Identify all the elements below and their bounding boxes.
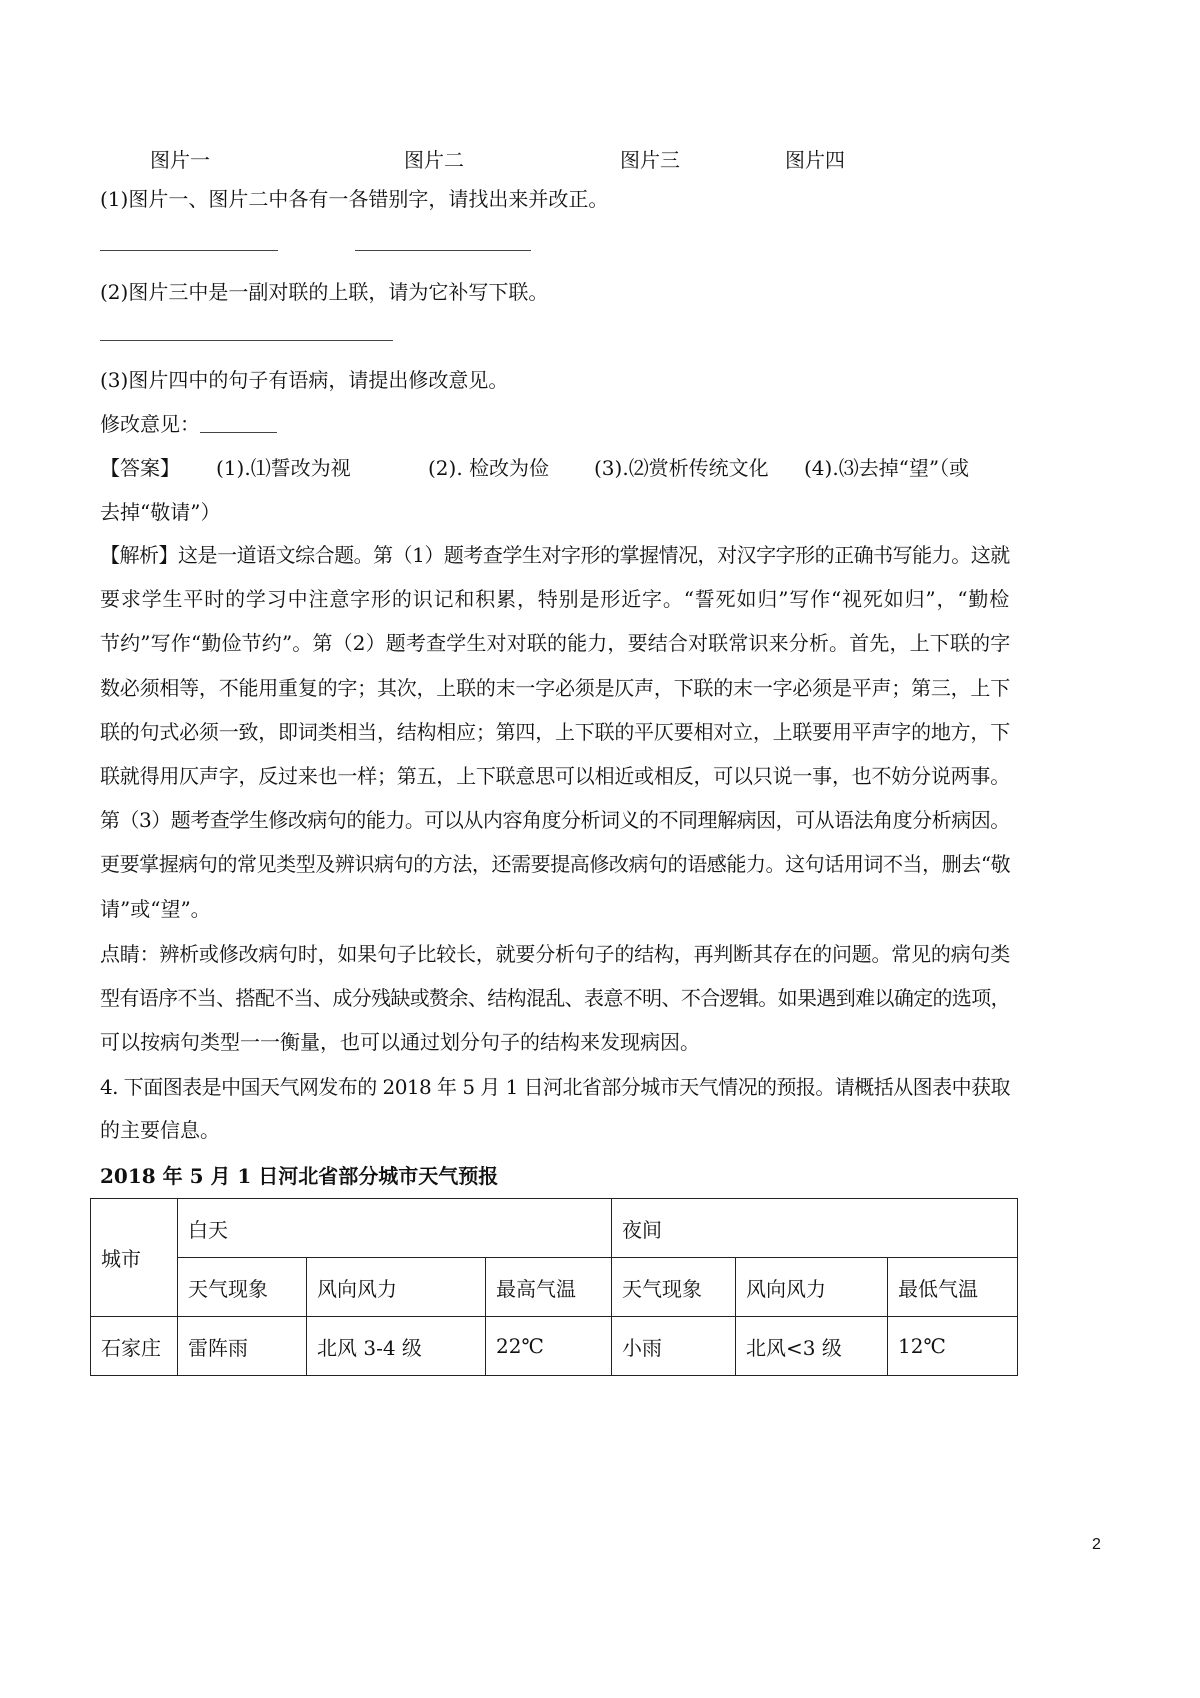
question-3: (3)图片四中的句子有语病，请提出修改意见。 [100, 368, 509, 392]
weather-table [90, 1198, 1018, 1376]
answer-blank [100, 250, 278, 251]
analysis-line: 更要掌握病句的常见类型及辨识病句的方法，还需要提高修改病句的语感能力。这句话用词不当，删去“敬 [100, 852, 1011, 877]
table-row [91, 1317, 1018, 1376]
analysis-line: 请”或“望”。 [100, 896, 211, 921]
analysis-line: 数必须相等，不能用重复的字；其次，上联的末一字必须是仄声，下联的末一字必须是平声；第三，上下 [100, 675, 1010, 700]
caption-2: 图片二 [404, 148, 464, 172]
day-header: 白天 [178, 1199, 612, 1258]
analysis-line: 第（3）题考查学生修改病句的能力。可以从内容角度分析词义的不同理解病因，可从语法角度分析病因。 [100, 808, 1010, 833]
answer-item: (3).⑵赏析传统文化 [594, 456, 769, 480]
answer-item: (2). 检改为俭 [428, 456, 550, 480]
cell: 22℃ [486, 1317, 612, 1376]
analysis-line: 【解析】这是一道语文综合题。第（1）题考查学生对字形的掌握情况，对汉字字形的正确书写能力。这就 [100, 543, 1010, 567]
table-title: 2018 年 5 月 1 日河北省部分城市天气预报 [100, 1164, 499, 1188]
cell: 北风<3 级 [736, 1317, 888, 1376]
tip-line: 型有语序不当、搭配不当、成分残缺或赘余、结构混乱、表意不明、不合逻辑。如果遇到难以确定的选项， [100, 986, 1010, 1011]
subheader: 天气现象 [178, 1258, 307, 1317]
caption-4: 图片四 [785, 148, 845, 172]
subheader: 风向风力 [307, 1258, 486, 1317]
analysis-line: 联就得用仄声字，反过来也一样；第五，上下联意思可以相近或相反，可以只说一事，也不妨分说两事。 [100, 764, 1010, 788]
subheader: 天气现象 [612, 1258, 736, 1317]
cell: 北风 3-4 级 [307, 1317, 486, 1376]
subheader: 风向风力 [736, 1258, 888, 1317]
subheader: 最低气温 [888, 1258, 1018, 1317]
subheader: 最高气温 [486, 1258, 612, 1317]
tip-line: 可以按病句类型一一衡量，也可以通过划分句子的结构来发现病因。 [100, 1030, 700, 1055]
analysis-line: 节约”写作“勤俭节约”。第（2）题考查学生对对联的能力，要结合对联常识来分析。首先，上下联的字 [100, 631, 1011, 656]
question-4-line: 的主要信息。 [100, 1118, 220, 1142]
answer-label: 【答案】 [100, 456, 180, 480]
answer-item: (1).⑴誓改为视 [216, 456, 351, 480]
page-number: 2 [1092, 1536, 1101, 1553]
cell: 12℃ [888, 1317, 1018, 1376]
question-4-line: 4. 下面图表是中国天气网发布的 2018 年 5 月 1 日河北省部分城市天气情况的预报。请概括从图表中获取 [100, 1075, 1010, 1099]
question-2: (2)图片三中是一副对联的上联，请为它补写下联。 [100, 280, 549, 304]
revision-label: 修改意见： [100, 412, 200, 436]
cell: 石家庄 [91, 1317, 178, 1376]
cell: 小雨 [612, 1317, 736, 1376]
answer-blank [355, 250, 531, 251]
answer-item: (4).⑶去掉“望”（或 [804, 456, 970, 480]
caption-1: 图片一 [150, 148, 210, 172]
question-1: (1)图片一、图片二中各有一各错别字，请找出来并改正。 [100, 187, 609, 211]
answer-blank [200, 432, 277, 433]
tip-line: 点睛：辨析或修改病句时，如果句子比较长，就要分析句子的结构，再判断其存在的问题。常见的病句类 [100, 942, 1010, 966]
city-header: 城市 [91, 1199, 178, 1317]
answer-continuation: 去掉“敬请”） [100, 500, 221, 524]
answer-blank [100, 340, 393, 341]
night-header: 夜间 [612, 1199, 1018, 1258]
analysis-line: 联的句式必须一致，即词类相当，结构相应；第四，上下联的平仄要相对立，上联要用平声字的地方，下 [100, 719, 1010, 744]
cell: 雷阵雨 [178, 1317, 307, 1376]
analysis-line: 要求学生平时的学习中注意字形的识记和积累，特别是形近字。“誓死如归”写作“视死如归”，“勤检 [100, 587, 1011, 612]
caption-3: 图片三 [620, 148, 680, 172]
